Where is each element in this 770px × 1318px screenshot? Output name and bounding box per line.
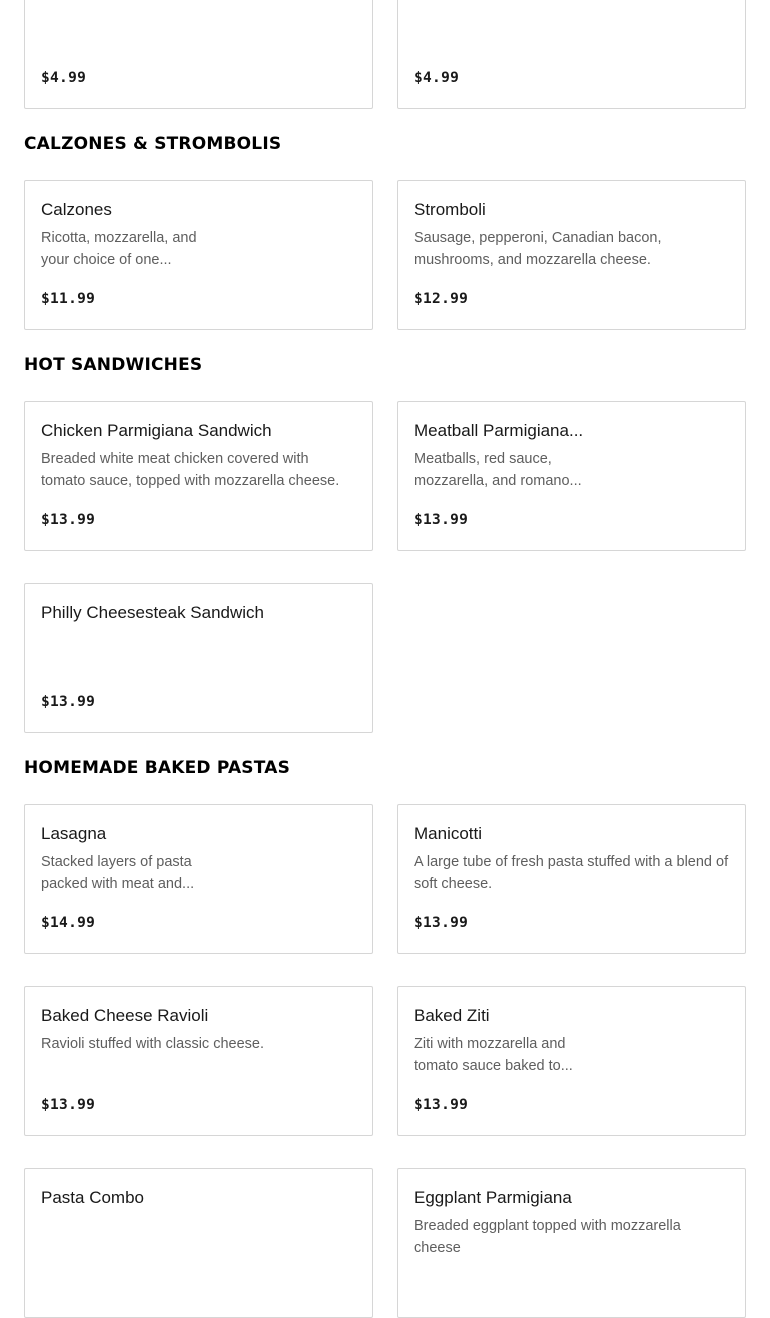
item-description: Breaded white meat chicken covered with tomato sauce, topped with mozzarella cheese. (41, 451, 340, 489)
menu-item-meatball-parmigiana[interactable] (397, 401, 746, 551)
menu-item-lasagna[interactable] (24, 804, 373, 954)
item-description: Stacked layers of pasta packed with meat and... (41, 854, 195, 892)
item-name: Stromboli (414, 200, 486, 219)
item-name: Chicken Parmigiana Sandwich (41, 421, 272, 440)
menu-item-baked-cheese-ravioli[interactable] (24, 986, 373, 1136)
item-price: $13.99 (414, 915, 469, 931)
menu-item-eggplant-parmigiana[interactable] (397, 1168, 746, 1318)
item-price: $13.99 (41, 512, 96, 528)
item-price: $4.99 (414, 70, 460, 86)
item-description: Ricotta, mozzarella, and your choice of one... (41, 230, 197, 268)
item-price: $13.99 (414, 512, 469, 528)
item-name: Eggplant Parmigiana (414, 1188, 572, 1207)
item-price: $13.99 (414, 1097, 469, 1113)
item-description: Sausage, pepperoni, Canadian bacon, mushrooms, and mozzarella cheese. (414, 230, 662, 268)
item-price: $12.99 (414, 291, 469, 307)
menu-page (24, 0, 746, 1318)
menu-item-card[interactable] (24, 0, 373, 109)
menu-item-pasta-combo[interactable] (24, 1168, 373, 1318)
item-name: Meatball Parmigiana... (414, 421, 584, 440)
item-price: $14.99 (41, 915, 96, 931)
menu-item-philly-cheesesteak-sandwich[interactable] (24, 583, 373, 733)
item-price: $4.99 (41, 70, 87, 86)
item-description: A large tube of fresh pasta stuffed with a blend of soft cheese. (414, 854, 729, 892)
menu-item-card[interactable] (397, 0, 746, 109)
item-name: Lasagna (41, 824, 107, 843)
item-name: Baked Ziti (414, 1006, 490, 1025)
section-title-calzones: CALZONES & STROMBOLIS (24, 134, 282, 154)
calzones-section-grid (24, 180, 746, 330)
item-price: $13.99 (41, 1097, 96, 1113)
item-name: Manicotti (414, 824, 483, 843)
section-title-hot-sandwiches: HOT SANDWICHES (24, 355, 203, 375)
menu-item-chicken-parmigiana-sandwich[interactable] (24, 401, 373, 551)
item-description: Ravioli stuffed with classic cheese. (41, 1036, 264, 1052)
item-name: Baked Cheese Ravioli (41, 1006, 209, 1025)
hot-sandwiches-section-grid (24, 401, 746, 733)
menu-item-baked-ziti[interactable] (397, 986, 746, 1136)
item-name: Calzones (41, 200, 112, 219)
item-price: $11.99 (41, 291, 96, 307)
menu-item-manicotti[interactable] (397, 804, 746, 954)
baked-pastas-section-grid (24, 804, 746, 1318)
menu-item-stromboli[interactable] (397, 180, 746, 330)
item-description: Breaded eggplant topped with mozzarella cheese (414, 1218, 681, 1256)
item-price: $13.99 (41, 694, 96, 710)
previous-section-grid (24, 0, 746, 109)
item-description: Meatballs, red sauce, mozzarella, and romano... (414, 451, 582, 489)
section-title-homemade-baked-pastas: HOMEMADE BAKED PASTAS (24, 758, 291, 778)
menu-item-calzones[interactable] (24, 180, 373, 330)
item-description: Ziti with mozzarella and tomato sauce baked to... (414, 1036, 573, 1074)
item-name: Pasta Combo (41, 1188, 144, 1207)
item-name: Philly Cheesesteak Sandwich (41, 603, 265, 622)
